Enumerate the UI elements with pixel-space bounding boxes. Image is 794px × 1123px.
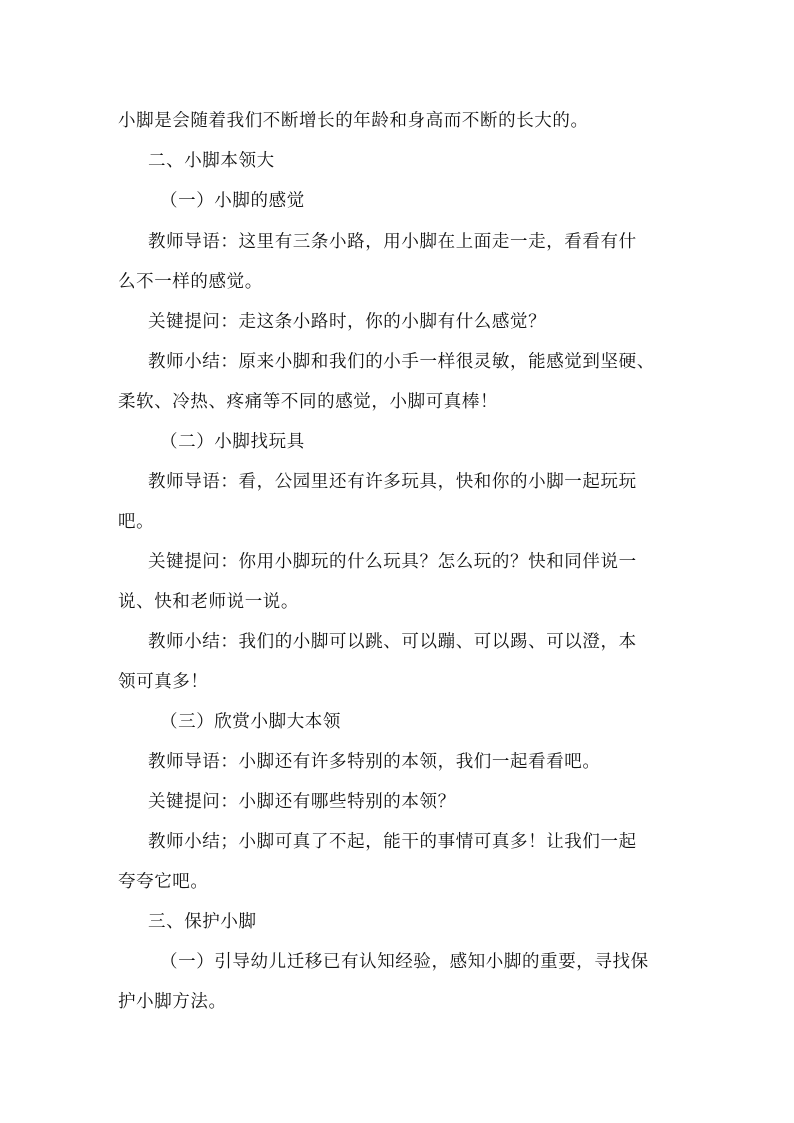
paragraph-line: 么不一样的感觉。	[118, 272, 263, 292]
paragraph-line: 吧。	[118, 512, 155, 532]
paragraph-line: 教师小结：我们的小脚可以跳、可以蹦、可以踢、可以澄，本	[148, 632, 637, 652]
subsection-heading: （一）小脚的感觉	[160, 191, 305, 211]
paragraph-line: 护小脚方法。	[118, 992, 227, 1012]
paragraph-line: 小脚是会随着我们不断增长的年龄和身高而不断的长大的。	[118, 111, 589, 131]
paragraph-line: 教师导语：小脚还有许多特别的本领，我们一起看看吧。	[148, 752, 601, 772]
subsection-heading: （二）小脚找玩具	[160, 432, 305, 452]
section-heading: 二、小脚本领大	[148, 151, 275, 171]
section-heading: 三、保护小脚	[148, 912, 257, 932]
subsection-heading: （一）引导幼儿迁移已有认知经验，感知小脚的重要，寻找保	[160, 952, 649, 972]
paragraph-line: 柔软、冷热、疼痛等不同的感觉，小脚可真棒！	[118, 392, 499, 412]
subsection-heading: （三）欣赏小脚大本领	[160, 712, 341, 732]
paragraph-line: 关键提问：小脚还有哪些特别的本领？	[148, 792, 456, 812]
paragraph-line: 关键提问：你用小脚玩的什么玩具？怎么玩的？快和同伴说一	[148, 552, 637, 572]
paragraph-line: 教师小结：原来小脚和我们的小手一样很灵敏，能感觉到坚硬、	[148, 352, 655, 372]
paragraph-line: 夸夸它吧。	[118, 872, 209, 892]
paragraph-line: 教师导语：这里有三条小路，用小脚在上面走一走，看看有什	[148, 232, 637, 252]
paragraph-line: 说、快和老师说一说。	[118, 592, 299, 612]
paragraph-line: 教师导语：看，公园里还有许多玩具，快和你的小脚一起玩玩	[148, 472, 637, 492]
paragraph-line: 领可真多！	[118, 672, 209, 692]
paragraph-line: 教师小结；小脚可真了不起，能干的事情可真多！让我们一起	[148, 832, 637, 852]
paragraph-line: 关键提问：走这条小路时，你的小脚有什么感觉？	[148, 312, 547, 332]
